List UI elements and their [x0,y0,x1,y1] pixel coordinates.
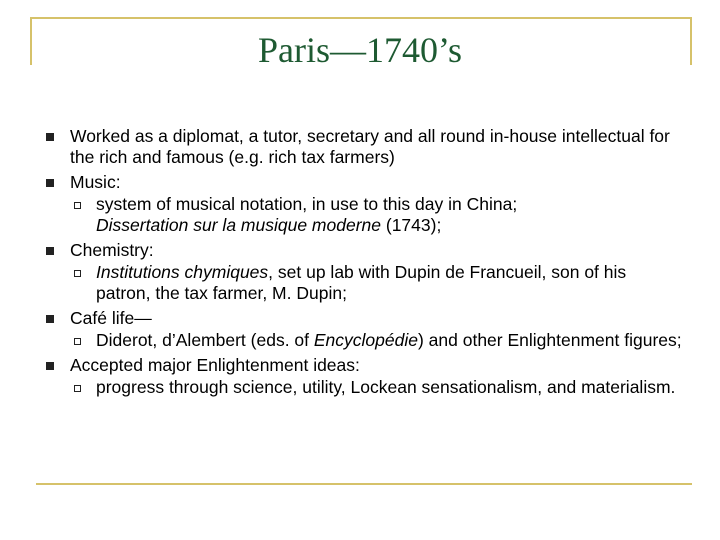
sub-item-chemistry [44,262,684,304]
bullet-item-diplomat [44,126,684,168]
square-bullet-icon [46,362,54,370]
sub-text: progress through science, utility, Lockean sensationalism, and materialism. [96,377,676,397]
bullet-text: Café life— [70,308,152,328]
frame-top-line [30,17,692,19]
hollow-square-bullet-icon [74,270,81,277]
hollow-square-bullet-icon [74,385,81,392]
bullet-item-music [44,172,684,193]
sub-item-cafe-life [44,330,684,351]
sub-item-enlightenment [44,377,684,398]
bullet-item-chemistry [44,240,684,261]
sub-text-italic: Encyclopédie [313,330,418,350]
sub-item-music [44,194,684,236]
sub-text: , set up lab with Dupin de Francueil, son of his patron, the tax farmer, M. Dupin; [96,262,627,303]
square-bullet-icon [46,133,54,141]
square-bullet-icon [46,247,54,255]
hollow-square-bullet-icon [74,338,81,345]
sub-text-italic: Institutions chymiques [96,262,269,282]
sub-text-pre: Diderot, d’Alembert (eds. of [96,330,314,350]
slide-content [44,126,684,398]
sub-text-tail: (1743); [381,215,442,235]
sub-text: system of musical notation, in use to this day in China; [96,194,518,214]
sub-text: ) and other Enlightenment figures; [417,330,682,350]
bullet-item-enlightenment [44,355,684,376]
bullet-text: Worked as a diplomat, a tutor, secretary and all round in-house intellectual for the rich and famous (e.g. rich tax farmers) [70,126,670,167]
slide-title: Paris—1740’s [257,30,462,70]
square-bullet-icon [46,315,54,323]
sub-text-italic: Dissertation sur la musique moderne [96,215,381,235]
bullet-item-cafe-life [44,308,684,329]
frame-bottom-line [36,483,692,485]
square-bullet-icon [46,179,54,187]
hollow-square-bullet-icon [74,202,81,209]
bullet-text: Chemistry: [70,240,154,260]
bullet-text: Music: [70,172,121,192]
bullet-text: Accepted major Enlightenment ideas: [70,355,360,375]
